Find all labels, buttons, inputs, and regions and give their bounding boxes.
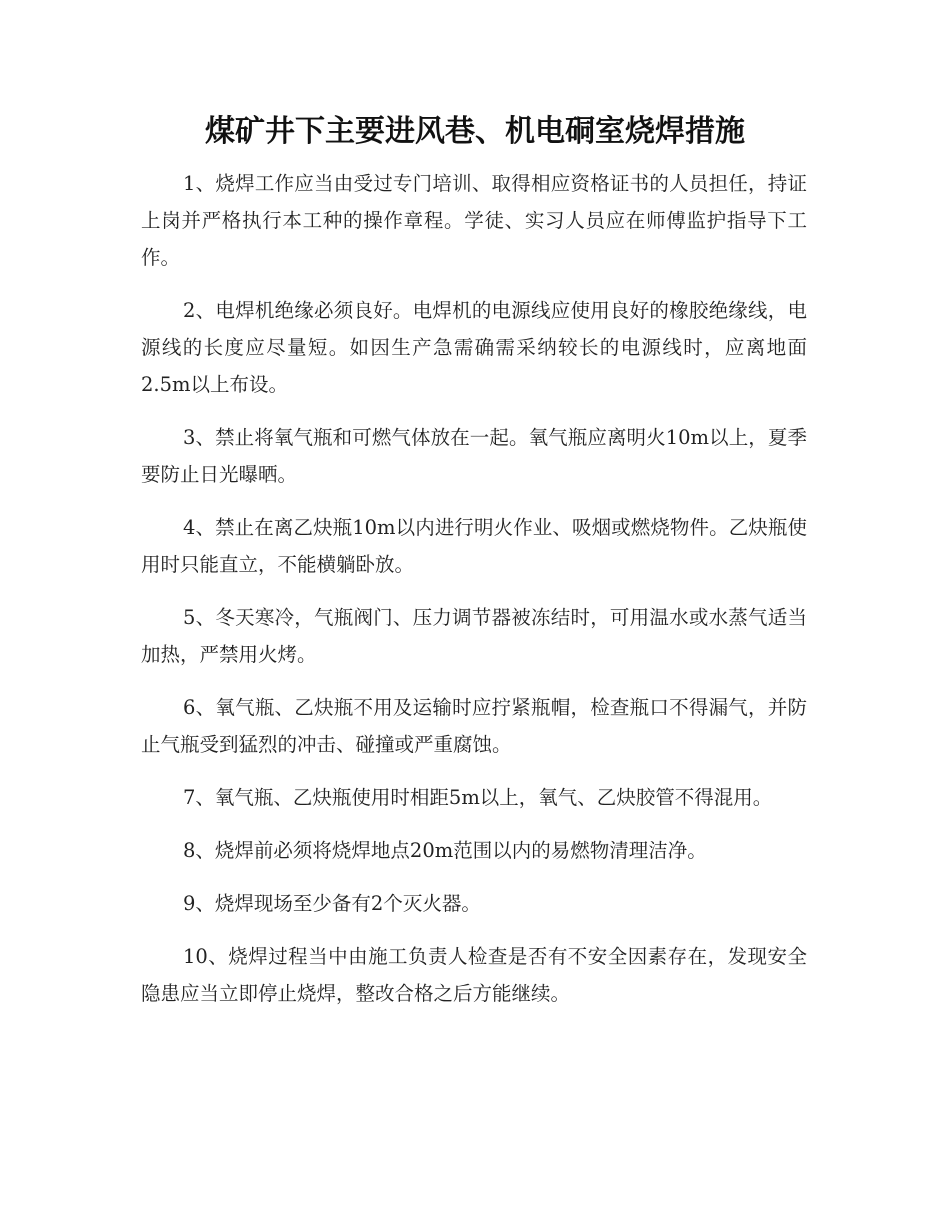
paragraph-8: 8、烧焊前必须将烧焊地点20m范围以内的易燃物清理洁净。 — [183, 839, 707, 862]
paragraph-9: 9、烧焊现场至少备有2个灭火器。 — [183, 892, 481, 915]
paragraph-7: 7、氧气瓶、乙炔瓶使用时相距5m以上，氧气、乙炔胶管不得混用。 — [183, 786, 773, 809]
paragraph-1: 1、烧焊工作应当由受过专门培训、取得相应资格证书的人员担任，持证上岗并严格执行本工种的操作章程。学徒、实习人员应在师傅监护指导下工作。 — [141, 172, 807, 269]
document-title: 煤矿井下主要进风巷、机电硐室烧焊措施 — [205, 114, 745, 149]
paragraph-3: 3、禁止将氧气瓶和可燃气体放在一起。氧气瓶应离明火10m以上，夏季要防止日光曝晒。 — [141, 426, 807, 486]
document-body — [141, 165, 807, 1028]
paragraph-2: 2、电焊机绝缘必须良好。电焊机的电源线应使用良好的橡胶绝缘线，电源线的长度应尽量短。如因生产急需确需采纳较长的电源线时，应离地面2.5m以上布设。 — [141, 299, 807, 396]
paragraph-10: 10、烧焊过程当中由施工负责人检查是否有不安全因素存在，发现安全隐患应当立即停止烧焊，整改合格之后方能继续。 — [141, 945, 807, 1005]
paragraph-4: 4、禁止在离乙炔瓶10m以内进行明火作业、吸烟或燃烧物件。乙炔瓶使用时只能直立，不能横躺卧放。 — [141, 516, 807, 576]
paragraph-6: 6、氧气瓶、乙炔瓶不用及运输时应拧紧瓶帽，检查瓶口不得漏气，并防止气瓶受到猛烈的冲击、碰撞或严重腐蚀。 — [141, 696, 807, 756]
paragraph-5: 5、冬天寒冷，气瓶阀门、压力调节器被冻结时，可用温水或水蒸气适当加热，严禁用火烤。 — [141, 606, 807, 666]
